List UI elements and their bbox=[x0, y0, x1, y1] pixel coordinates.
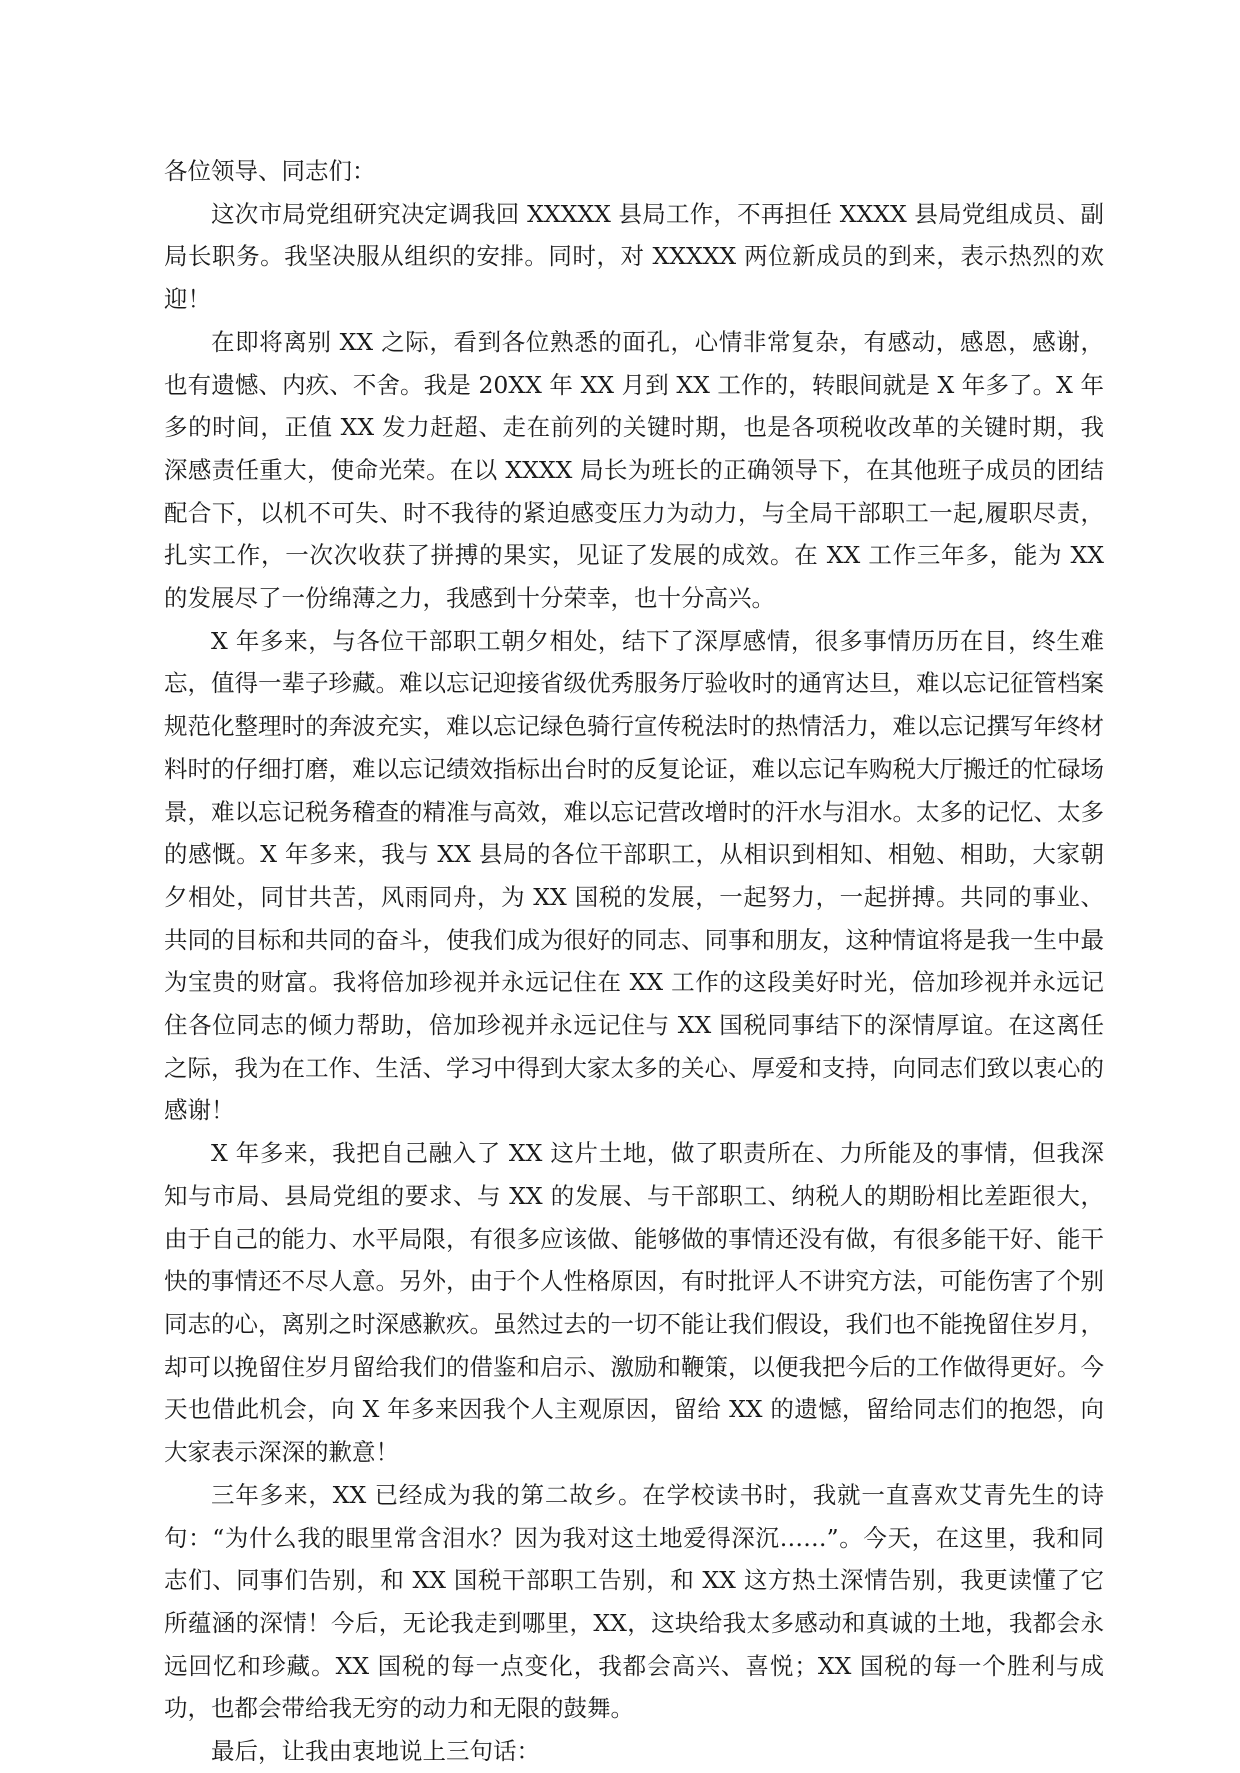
salutation: 各位领导、同志们： bbox=[164, 157, 376, 185]
document-page bbox=[164, 150, 1104, 1773]
paragraph-apology: X 年多来，我把自己融入了 XX 这片土地，做了职责所在、力所能及的事情，但我深知与市局、县局党组的要求、与 XX 的发展、与干部职工、纳税人的期盼相比差距很大，由于自己的能力、水平局限，有很多应该做、能够做的事情还没有做，有很多能干好、能干快的事情还不尽人意。另外，由于个人性格原因，有时批评人不讲究方法，可能伤害了个别同志的心，离别之时深感歉疚。虽然过去的一切不能让我们假设，我们也不能挽留住岁月，却可以挽留住岁月留给我们的借鉴和启示、激励和鞭策，以便我把今后的工作做得更好。今天也借此机会，向 X 年多来因我个人主观原因，留给 XX 的遗憾，留给同志们的抱怨，向大家表示深深的歉意！ bbox=[164, 1139, 1104, 1467]
paragraph-appointment: 这次市局党组研究决定调我回 XXXXX 县局工作，不再担任 XXXX 县局党组成员、副局长职务。我坚决服从组织的安排。同时，对 XXXXX 两位新成员的到来，表示热烈的欢迎！ bbox=[164, 199, 1104, 314]
paragraph-memories: X 年多来，与各位干部职工朝夕相处，结下了深厚感情，很多事情历历在目，终生难忘，值得一辈子珍藏。难以忘记迎接省级优秀服务厅验收时的通宵达旦，难以忘记征管档案规范化整理时的奔波充实，难以忘记绿色骑行宣传税法时的热情活力，难以忘记撰写年终材料时的仔细打磨，难以忘记绩效指标出台时的反复论证，难以忘记车购税大厅搬迁的忙碌场景，难以忘记税务稽查的精准与高效，难以忘记营改增时的汗水与泪水。太多的记忆、太多的感慨。X 年多来，我与 XX 县局的各位干部职工，从相识到相知、相勉、相助，大家朝夕相处，同甘共苦，风雨同舟，为 XX 国税的发展，一起努力，一起拼搏。共同的事业、共同的目标和共同的奋斗，使我们成为很好的同志、同事和朋友，这种情谊将是我一生中最为宝贵的财富。我将倍加珍视并永远记住在 XX 工作的这段美好时光，倍加珍视并永远记住各位同志的倾力帮助，倍加珍视并永远记住与 XX 国税同事结下的深情厚谊。在这离任之际，我为在工作、生活、学习中得到大家太多的关心、厚爱和支持，向同志们致以衷心的感谢！ bbox=[164, 626, 1104, 1125]
paragraph-farewell-reflection: 在即将离别 XX 之际，看到各位熟悉的面孔，心情非常复杂，有感动，感恩，感谢，也有遗憾、内疚、不舍。我是 20XX 年 XX 月到 XX 工作的，转眼间就是 X 年多了。X 年多的时间，正值 XX 发力赶超、走在前列的关键时期，也是各项税收改革的关键时期，我深感责任重大，使命光荣。在以 XXXX 局长为班长的正确领导下，在其他班子成员的团结配合下，以机不可失、时不我待的紧迫感变压力为动力，与全局干部职工一起,履职尽责，扎实工作，一次次收获了拼搏的果实，见证了发展的成效。在 XX 工作三年多，能为 XX 的发展尽了一份绵薄之力，我感到十分荣幸，也十分高兴。 bbox=[164, 327, 1104, 613]
paragraph-closing: 最后，让我由衷地说上三句话： bbox=[211, 1737, 540, 1766]
paragraph-second-hometown: 三年多来，XX 已经成为我的第二故乡。在学校读书时，我就一直喜欢艾青先生的诗句：“为什么我的眼里常含泪水？因为我对这土地爱得深沉……”。今天，在这里，我和同志们、同事们告别，和 XX 国税干部职工告别，和 XX 这方热土深情告别，我更读懂了它所蕴涵的深情！今后，无论我走到哪里，XX，这块给我太多感动和真诚的土地，我都会永远回忆和珍藏。XX 国税的每一点变化，我都会高兴、喜悦；XX 国税的每一个胜利与成功，也都会带给我无穷的动力和无限的鼓舞。 bbox=[164, 1480, 1104, 1723]
